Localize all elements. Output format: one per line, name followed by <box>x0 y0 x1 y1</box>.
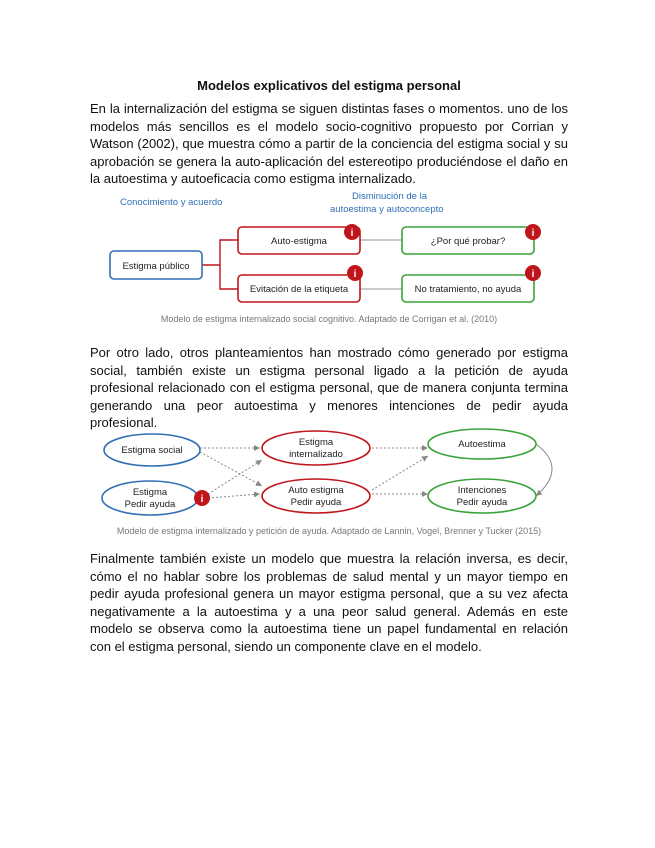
figure-socio-cognitive-model <box>90 185 568 335</box>
fig1-connector-public-label <box>220 265 238 289</box>
fig2-arrow-social-selfstigma <box>200 452 262 486</box>
fig2-arrow-esteem-intent <box>536 444 552 496</box>
svg-text:i: i <box>200 494 204 505</box>
svg-text:i: i <box>531 228 535 239</box>
fig1-node-notreat-label: No tratamiento, no ayuda <box>414 284 522 295</box>
paragraph-inverse-model: Finalmente también existe un modelo que muestra la relación inversa, es decir, cómo el no hablar sobre los problemas de salud mental y un mayor tiempo en pedir ayuda profesional genera un mayor estigma personal, que a su vez afecta negativamente a la autoestima y a una peor salud general. Además en este modelo se observa como la autoestima tiene un papel fundamental en relación con el estigma personal, siendo un componente clave en el modelo. <box>90 551 568 654</box>
info-icon <box>344 224 360 240</box>
fig1-caption: Modelo de estigma internalizado social cognitivo. Adaptado de Corrigan et al. (2010) <box>160 314 498 324</box>
info-icon <box>525 265 541 281</box>
fig1-connector-public-self <box>202 240 238 265</box>
info-icon <box>194 490 210 506</box>
fig1-header-left: Conocimiento y acuerdo <box>120 197 223 208</box>
fig1-node-self-label: Auto-estigma <box>271 236 327 247</box>
svg-text:i: i <box>531 269 535 280</box>
svg-text:i: i <box>350 228 354 239</box>
info-icon <box>525 224 541 240</box>
figure-help-seeking-model <box>90 422 568 542</box>
fig2-node-esteem-label: Autoestima <box>458 439 506 450</box>
paragraph-help-seeking: Por otro lado, otros planteamientos han mostrado cómo generado por estigma social, también existe un estigma personal ligado a la petición de ayuda profesional relacionado con el estigma personal, que de manera conjunta termina generando una peor autoestima y menores intenciones de pedir ayuda profesional. <box>90 345 568 431</box>
fig2-node-intent-line2: Pedir ayuda <box>456 497 508 508</box>
fig1-node-label-avoidance-label: Evitación de la etiqueta <box>249 284 349 295</box>
fig2-node-intent-line1: Intenciones <box>457 485 507 496</box>
fig2-node-internal-line1: Estigma <box>298 437 334 448</box>
info-icon <box>347 265 363 281</box>
fig2-node-social-label: Estigma social <box>121 445 183 456</box>
fig2-caption: Modelo de estigma internalizado y petición de ayuda. Adaptado de Lannin, Vogel, Brenner y Tucker (2015) <box>116 526 542 536</box>
paragraph-intro: En la internalización del estigma se siguen distintas fases o momentos. uno de los modelos más sencillos es el modelo socio-cognitivo propuesto por Corrian y Watson (2002), que muestra cómo a partir de la conciencia del estigma social y su aprobación se genera la auto-aplicación del estereotipo produciéndose el daño en la autoestima y autoeficacia como estigma internalizado. <box>90 101 568 187</box>
fig2-node-selfstigma-line2: Pedir ayuda <box>290 497 342 508</box>
fig1-node-public-label: Estigma público <box>122 261 190 272</box>
fig2-node-selfstigma-line1: Auto estigma <box>288 485 344 496</box>
fig2-arrow-personal-selfstigma <box>208 494 260 498</box>
fig2-arrow-personal-internal <box>208 460 262 494</box>
fig2-node-personal-line2: Pedir ayuda <box>124 499 176 510</box>
fig1-node-why-label: ¿Por qué probar? <box>430 236 506 247</box>
fig2-node-internal-line2: internalizado <box>289 449 343 460</box>
fig1-header-right-line2: autoestima y autoconcepto <box>330 204 444 215</box>
document-title: Modelos explicativos del estigma personal <box>197 78 461 93</box>
fig1-header-right-line1: Disminución de la <box>352 191 427 202</box>
fig2-node-personal-line1: Estigma <box>132 487 168 498</box>
fig2-arrow-selfstigma-esteem <box>372 456 428 490</box>
svg-text:i: i <box>353 269 357 280</box>
